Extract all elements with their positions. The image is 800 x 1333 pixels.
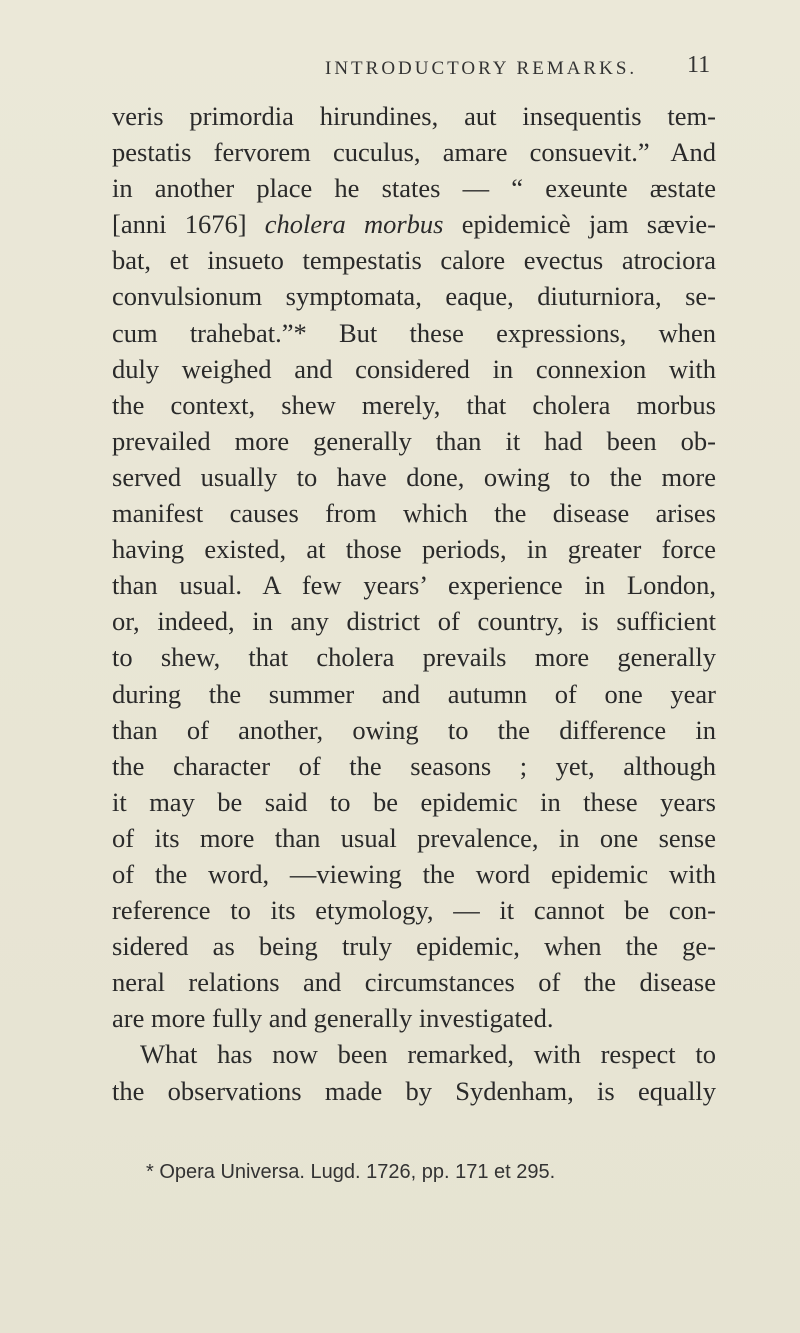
text-span: [anni 1676] bbox=[112, 209, 265, 240]
text-line: are more fully and generally investigated. bbox=[112, 1003, 554, 1034]
text-line: What has now been remarked, with respect to bbox=[140, 1039, 716, 1070]
text-line: cum trahebat.”* But these expressions, when bbox=[112, 317, 716, 348]
text-line: pestatis fervorem cuculus, amare consuevit.” And bbox=[112, 137, 716, 168]
running-header bbox=[325, 52, 711, 80]
running-title: INTRODUCTORY REMARKS. bbox=[325, 58, 638, 79]
text-line: veris primordia hirundines, aut insequentis tem- bbox=[112, 101, 716, 131]
text-line bbox=[112, 206, 716, 242]
text-line: manifest causes from which the disease arises bbox=[112, 498, 716, 529]
text-line: to shew, that cholera prevails more generally bbox=[112, 642, 716, 673]
italic-term: cholera morbus bbox=[264, 209, 444, 240]
body-text bbox=[112, 98, 716, 1109]
text-line: the observations made by Sydenham, is equally bbox=[112, 1075, 716, 1106]
text-line: prevailed more generally than it had been ob- bbox=[112, 425, 716, 456]
text-line: the context, shew merely, that cholera morbus bbox=[112, 389, 716, 420]
text-line: than of another, owing to the difference in bbox=[112, 714, 716, 745]
text-line: reference to its etymology, — it cannot be con- bbox=[112, 895, 716, 926]
text-line: having existed, at those periods, in greater force bbox=[112, 534, 716, 565]
text-line: the character of the seasons ; yet, although bbox=[112, 750, 716, 781]
text-line: of its more than usual prevalence, in one sense bbox=[112, 822, 716, 853]
text-line: sidered as being truly epidemic, when the ge- bbox=[112, 931, 716, 962]
text-line: bat, et insueto tempestatis calore evectus atrociora bbox=[112, 245, 716, 276]
footnote: * Opera Universa. Lugd. 1726, pp. 171 et 295. bbox=[146, 1161, 556, 1183]
text-line: during the summer and autumn of one year bbox=[112, 678, 716, 709]
text-span: epidemicè jam sævie- bbox=[443, 209, 716, 240]
text-line: in another place he states — “ exeunte æstate bbox=[112, 173, 716, 204]
text-line: of the word, —viewing the word epidemic with bbox=[112, 858, 716, 889]
page-number: 11 bbox=[687, 52, 711, 78]
text-line: duly weighed and considered in connexion with bbox=[112, 353, 716, 384]
text-line: it may be said to be epidemic in these years bbox=[112, 786, 716, 817]
text-line: convulsionum symptomata, eaque, diuturniora, se- bbox=[112, 281, 716, 312]
text-line: neral relations and circumstances of the disease bbox=[112, 967, 716, 998]
text-line: than usual. A few years’ experience in London, bbox=[112, 570, 716, 601]
text-line: or, indeed, in any district of country, is sufficient bbox=[112, 606, 716, 637]
text-line: served usually to have done, owing to the more bbox=[112, 461, 716, 492]
